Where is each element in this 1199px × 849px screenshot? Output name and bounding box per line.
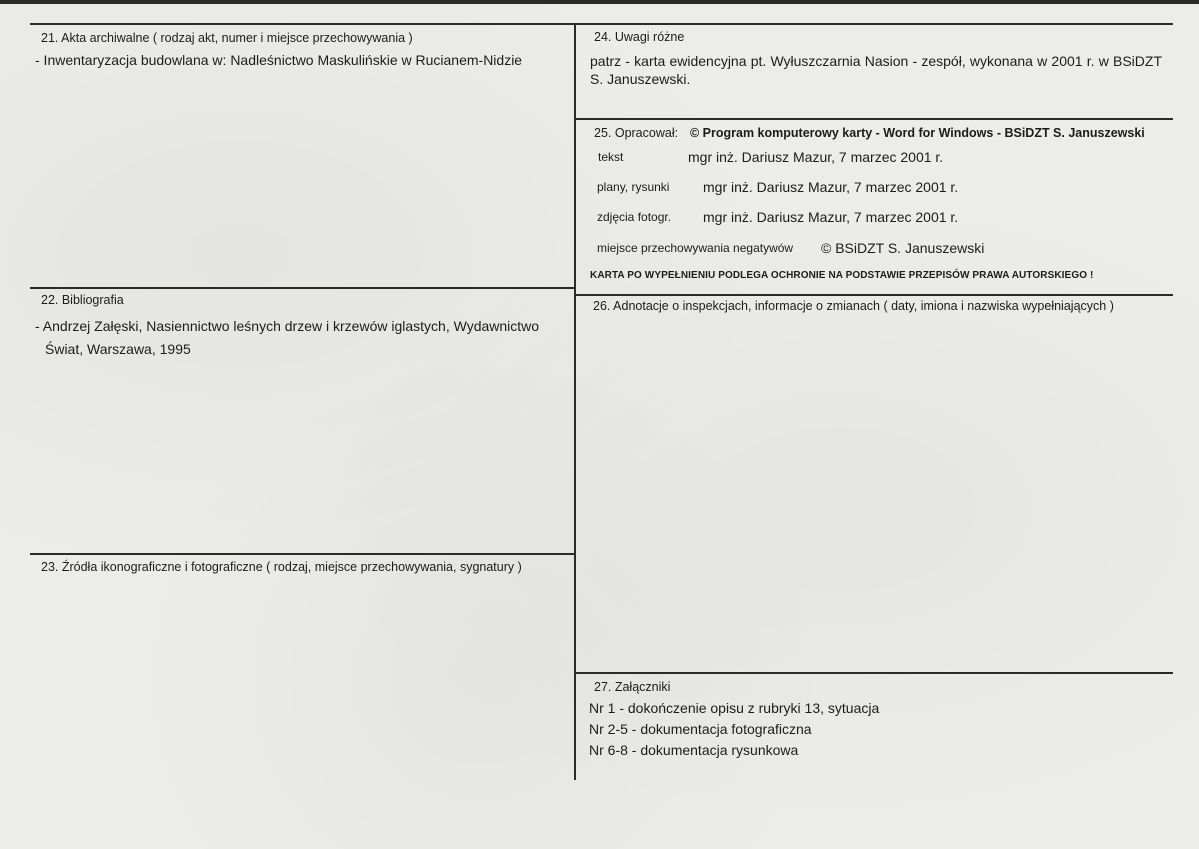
section-25-label-plans: plany, rysunki: [597, 180, 670, 194]
section-25-label-text: tekst: [598, 150, 624, 164]
attachment-item-1: Nr 1 - dokończenie opisu z rubryki 13, sytuacja: [589, 700, 880, 716]
section-25-value-photos: mgr inż. Dariusz Mazur, 7 marzec 2001 r.: [703, 209, 959, 225]
section-22-entry-line1: - Andrzej Załęski, Nasiennictwo leśnych drzew i krzewów iglastych, Wydawnictwo: [35, 318, 540, 334]
rule-center: [574, 23, 576, 780]
section-24-text: patrz - karta ewidencyjna pt. Wyłuszczarnia Nasion - zespół, wykonana w 2001 r. w BSiDZT S. Januszewski.: [590, 53, 1162, 87]
rule-22-23: [30, 553, 575, 555]
section-22-heading: 22. Bibliografia: [41, 293, 124, 307]
section-21-heading: 21. Akta archiwalne ( rodzaj akt, numer i miejsce przechowywania ): [41, 31, 413, 45]
section-25-value-plans: mgr inż. Dariusz Mazur, 7 marzec 2001 r.: [703, 179, 959, 195]
section-25-program: © Program komputerowy karty - Word for Windows - BSiDZT S. Januszewski: [690, 126, 1145, 140]
section-25-value-text: mgr inż. Dariusz Mazur, 7 marzec 2001 r.: [688, 149, 944, 165]
section-21-entry: - Inwentaryzacja budowlana w: Nadleśnictwo Maskulińskie w Rucianem-Nidzie: [35, 52, 523, 68]
rule-top: [30, 23, 1173, 25]
section-25-label-photos: zdjęcia fotogr.: [597, 210, 672, 224]
rule-26-27: [576, 672, 1173, 674]
section-25-negatives-value: © BSiDZT S. Januszewski: [821, 240, 985, 256]
section-27-heading: 27. Załączniki: [594, 680, 671, 694]
section-22-entry-line2: Świat, Warszawa, 1995: [45, 341, 191, 357]
rule-21-22: [30, 287, 575, 289]
rule-25-26: [576, 294, 1173, 296]
section-23-heading: 23. Źródła ikonograficzne i fotograficzne ( rodzaj, miejsce przechowywania, sygnatury ): [41, 560, 522, 574]
scan-top-edge: [0, 0, 1199, 4]
attachment-item-2: Nr 2-5 - dokumentacja fotograficzna: [589, 721, 812, 737]
rule-24-25: [576, 118, 1173, 120]
attachment-item-3: Nr 6-8 - dokumentacja rysunkowa: [589, 742, 799, 758]
section-25-heading: 25. Opracował:: [594, 126, 679, 140]
section-24-heading: 24. Uwagi różne: [594, 30, 685, 44]
copyright-notice: KARTA PO WYPEŁNIENIU PODLEGA OCHRONIE NA PODSTAWIE PRZEPISÓW PRAWA AUTORSKIEGO !: [590, 270, 1094, 281]
section-26-heading: 26. Adnotacje o inspekcjach, informacje o zmianach ( daty, imiona i nazwiska wypełniających ): [593, 299, 1114, 313]
section-25-negatives-label: miejsce przechowywania negatywów: [597, 241, 794, 255]
